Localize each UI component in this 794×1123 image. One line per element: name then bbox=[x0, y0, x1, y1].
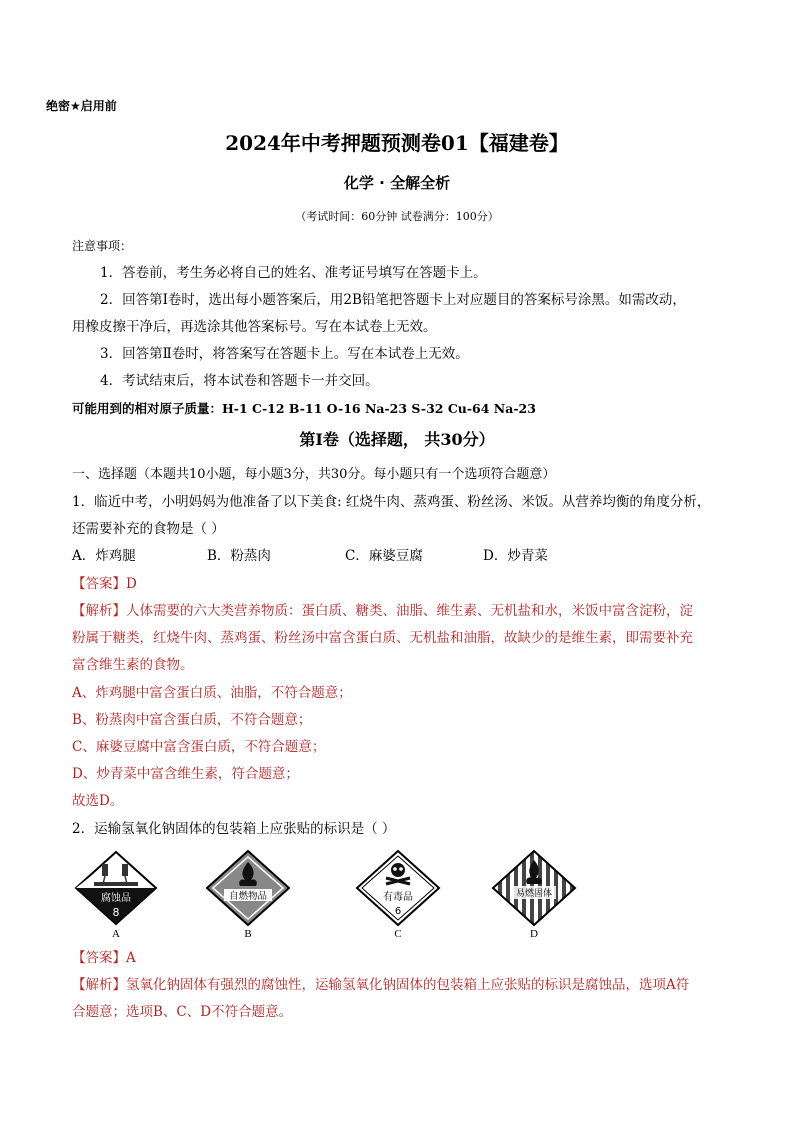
q1-analysis-text: 富含维生素的食物。 bbox=[72, 657, 194, 673]
spontaneous-combustion-sign-icon bbox=[204, 848, 292, 943]
q1-detail: D、炒青菜中富含维生素，符合题意； bbox=[72, 766, 299, 782]
sign-label: 自燃物品 bbox=[228, 891, 268, 902]
atomic-masses: 可能用到的相对原子质量：H-1 C-12 B-11 O-16 Na-23 S-32 Cu-64 Na-23 bbox=[72, 401, 536, 416]
answer-tag: 【答案】 bbox=[72, 576, 126, 592]
q1-analysis-text: 粉属于糖类，红烧牛肉、蒸鸡蛋、粉丝汤中富含蛋白质、无机盐和油脂，故缺少的是维生素，即需要补充 bbox=[72, 630, 693, 646]
sign-caption: C bbox=[394, 928, 402, 940]
section-title: 第Ⅰ卷（选择题， 共30分） bbox=[299, 430, 495, 449]
sign-label: 腐蚀品 bbox=[101, 893, 131, 904]
page-subtitle: 化学 · 全解全析 bbox=[343, 174, 451, 192]
answer-tag: 【答案】 bbox=[72, 950, 126, 966]
sign-number: 6 bbox=[394, 906, 402, 917]
page-title: 2024年中考押题预测卷01【福建卷】 bbox=[225, 131, 569, 155]
q2-analysis-text: 合题意；选项B、C、D不符合题意。 bbox=[72, 1004, 293, 1020]
q1-detail: B、粉蒸肉中富含蛋白质，不符合题意； bbox=[72, 712, 312, 728]
q2-answer bbox=[72, 948, 136, 968]
q1-analysis bbox=[72, 601, 693, 621]
confidential-mark: 绝密★启用前 bbox=[46, 99, 117, 113]
sign-number: 8 bbox=[112, 906, 120, 919]
sign-caption: D bbox=[530, 928, 538, 940]
hazard-signs bbox=[72, 848, 592, 943]
q1-options bbox=[72, 546, 548, 566]
q2-analysis bbox=[72, 975, 689, 995]
notes-heading: 注意事项： bbox=[72, 239, 133, 253]
flammable-solid-sign-icon bbox=[490, 848, 578, 943]
corrosive-sign-icon bbox=[72, 848, 160, 943]
answer-value: D bbox=[126, 576, 137, 592]
answer-value: A bbox=[126, 950, 136, 966]
note-item: 2．回答第Ⅰ卷时，选出每小题答案后，用2B铅笔把答题卡上对应题目的答案标号涂黑。如需改动， bbox=[100, 292, 686, 308]
q1-detail: C、麻婆豆腐中富含蛋白质，不符合题意； bbox=[72, 739, 326, 755]
analysis-text: 人体需要的六大类营养物质：蛋白质、糖类、油脂、维生素、无机盐和水，米饭中富含淀粉，淀 bbox=[126, 603, 693, 619]
analysis-tag: 【解析】 bbox=[72, 977, 126, 993]
q1-conclusion: 故选D。 bbox=[72, 793, 124, 809]
q1-stem: 还需要补充的食物是（ ） bbox=[72, 521, 225, 537]
option-d: D．炒青菜 bbox=[483, 548, 548, 564]
sign-caption: B bbox=[244, 928, 252, 940]
toxic-sign-icon bbox=[354, 848, 442, 943]
sign-label: 易燃固体 bbox=[515, 889, 553, 899]
sign-caption: A bbox=[112, 928, 120, 940]
q2-stem: 2．运输氢氧化钠固体的包装箱上应张贴的标识是（ ） bbox=[72, 821, 396, 837]
note-item: 3．回答第Ⅱ卷时，将答案写在答题卡上。写在本试卷上无效。 bbox=[100, 346, 469, 362]
q1-detail: A、炸鸡腿中富含蛋白质、油脂，不符合题意； bbox=[72, 685, 352, 701]
q1-stem: 1．临近中考，小明妈妈为他准备了以下美食: 红烧牛肉、蒸鸡蛋、粉丝汤、米饭。从营养均衡的角度分析， bbox=[72, 494, 711, 510]
analysis-text: 氢氧化钠固体有强烈的腐蚀性，运输氢氧化钠固体的包装箱上应张贴的标识是腐蚀品，选项A符 bbox=[126, 977, 690, 993]
option-c: C．麻婆豆腐 bbox=[345, 548, 423, 564]
sign-label: 有毒品 bbox=[383, 892, 413, 903]
note-item: 4．考试结束后，将本试卷和答题卡一并交回。 bbox=[100, 373, 379, 389]
option-a: A．炸鸡腿 bbox=[72, 548, 136, 564]
section-instruction: 一、选择题（本题共10小题，每小题3分，共30分。每小题只有一个选项符合题意） bbox=[72, 467, 556, 482]
note-item: 用橡皮擦干净后，再选涂其他答案标号。写在本试卷上无效。 bbox=[72, 319, 437, 335]
q1-answer bbox=[72, 574, 137, 594]
note-item: 1．答卷前，考生务必将自己的姓名、准考证号填写在答题卡上。 bbox=[100, 265, 487, 281]
exam-info: （考试时间：60分钟 试卷满分：100分） bbox=[295, 210, 499, 223]
option-b: B．粉蒸肉 bbox=[207, 548, 271, 564]
analysis-tag: 【解析】 bbox=[72, 603, 126, 619]
